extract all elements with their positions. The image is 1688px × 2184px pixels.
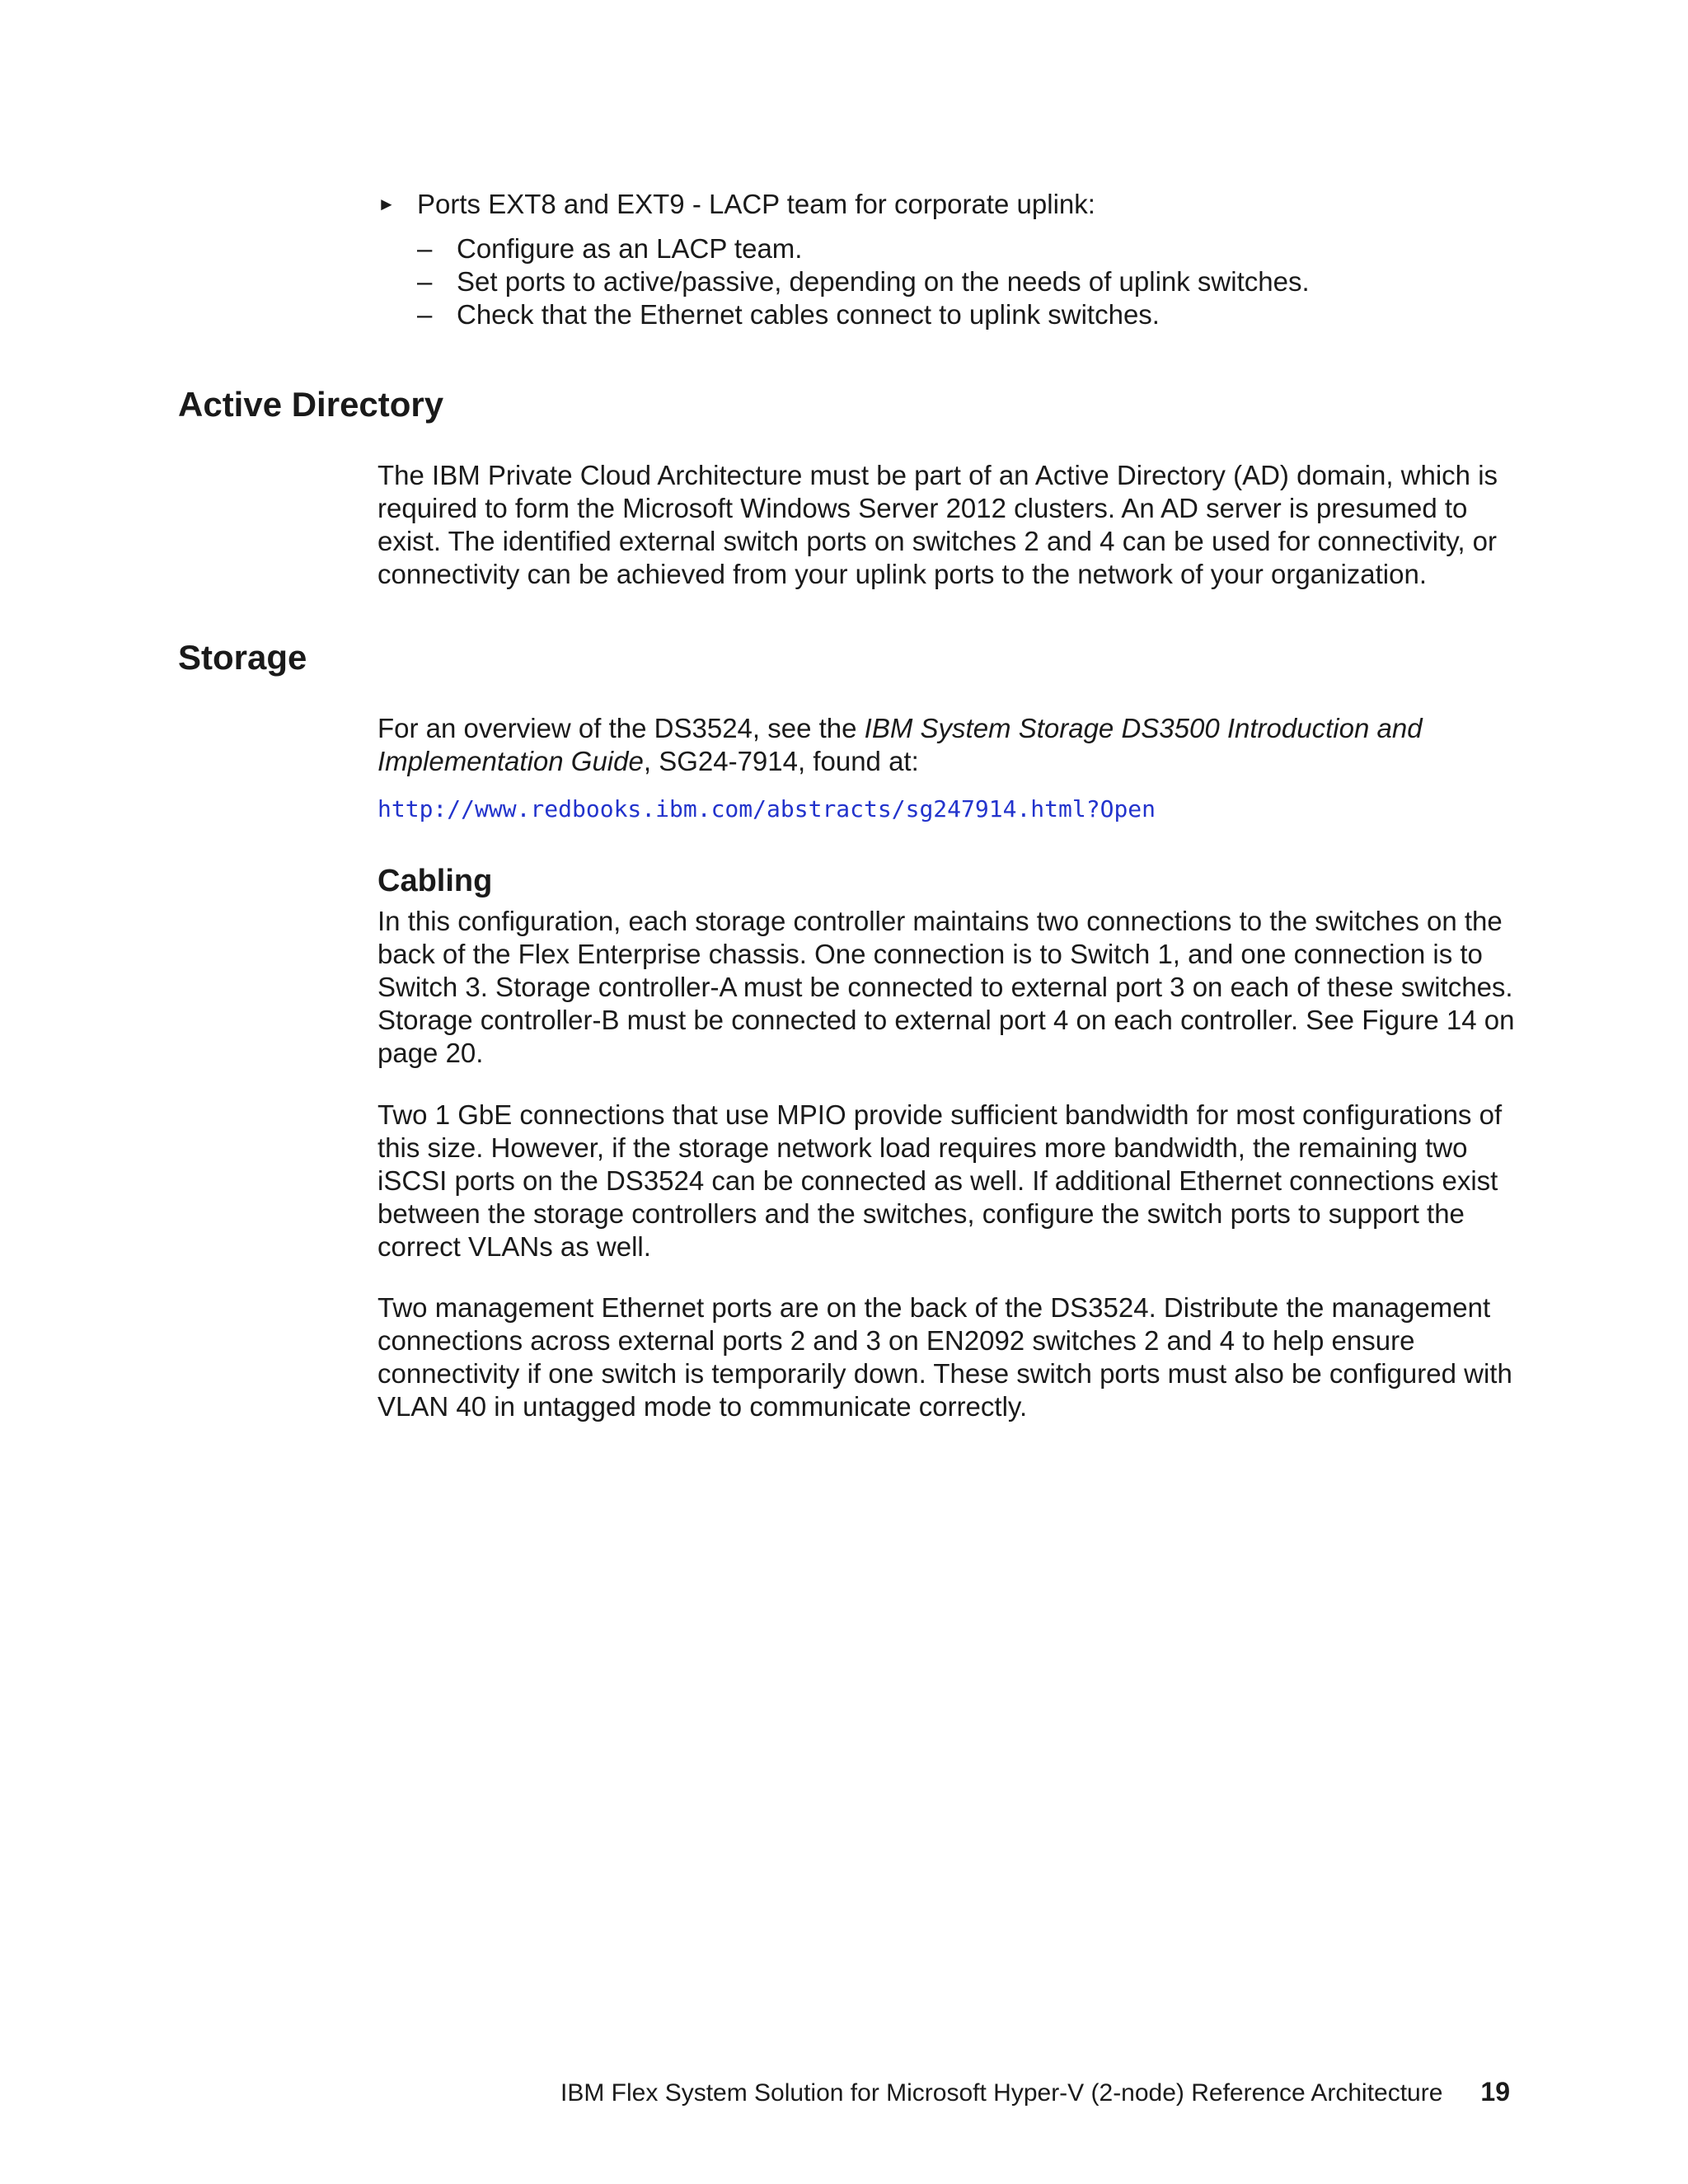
active-directory-paragraph: The IBM Private Cloud Architecture must be part of an Active Directory (AD) domain, which is required to form the Microsoft Windows Server 2012 clusters. An AD server is presumed to exist. The identified external switch ports on switches 2 and 4 can be used for connectivity, or connectivity can be achieved from your uplink ports to the network of your organization. [377, 460, 1498, 589]
redbook-url-link[interactable]: http://www.redbooks.ibm.com/abstracts/sg247914.html?Open [377, 795, 1156, 823]
sub-item-text: Check that the Ethernet cables connect to uplink switches. [457, 299, 1160, 330]
storage-intro-prefix: For an overview of the DS3524, see the [377, 713, 865, 743]
active-directory-heading: Active Directory [178, 385, 444, 424]
uplink-bullet-block [377, 188, 1507, 331]
footer-document-title: IBM Flex System Solution for Microsoft Hyper-V (2-node) Reference Architecture [560, 2079, 1443, 2107]
sub-item-text: Configure as an LACP team. [457, 233, 803, 264]
sub-item-text: Set ports to active/passive, depending on the needs of uplink switches. [457, 266, 1310, 297]
page-number: 19 [1480, 2077, 1510, 2107]
storage-intro-suffix: , SG24-7914, found at: [643, 746, 919, 776]
cabling-heading: Cabling [377, 864, 493, 898]
cabling-paragraph-2: Two 1 GbE connections that use MPIO provide sufficient bandwidth for most configurations of this size. However, if the storage network load requires more bandwidth, the remaining two iSCSI ports on the DS3524 can be connected as well. If additional Ethernet connections exist between the storage controllers and the switches, configure the switch ports to support the correct VLANs as well. [377, 1099, 1503, 1262]
cabling-paragraph-3: Two management Ethernet ports are on the back of the DS3524. Distribute the management connections across external ports 2 and 3 on EN2092 switches 2 and 4 to help ensure connectivity if one switch is temporarily down. These switch ports must also be configured with VLAN 40 in untagged mode to communicate correctly. [377, 1292, 1512, 1422]
bullet-item [377, 188, 1507, 221]
sub-list-item [377, 232, 1507, 265]
storage-guide-title: IBM System Storage DS3500 Introduction and Implementation Guide [377, 713, 1423, 776]
cabling-paragraph-1: In this configuration, each storage controller maintains two connections to the switches on the back of the Flex Enterprise chassis. One connection is to Switch 1, and one connection is to Switch 3. Storage controller-A must be connected to external port 3 on each of these switches. Storage controller-B must be connected to external port 4 on each controller. See Figure 14 on page 20. [377, 906, 1515, 1068]
storage-intro-paragraph [377, 712, 1515, 778]
sub-list-item [377, 298, 1507, 331]
sub-list-item [377, 265, 1507, 298]
dash-marker: – [417, 233, 433, 264]
storage-heading: Storage [178, 638, 307, 677]
bullet-sub-list [377, 232, 1507, 331]
dash-marker: – [417, 299, 433, 330]
bullet-text: Ports EXT8 and EXT9 - LACP team for corporate uplink: [417, 189, 1095, 219]
page-footer [560, 2075, 1510, 2110]
triangle-bullet-icon: ► [377, 194, 396, 214]
dash-marker: – [417, 266, 433, 297]
